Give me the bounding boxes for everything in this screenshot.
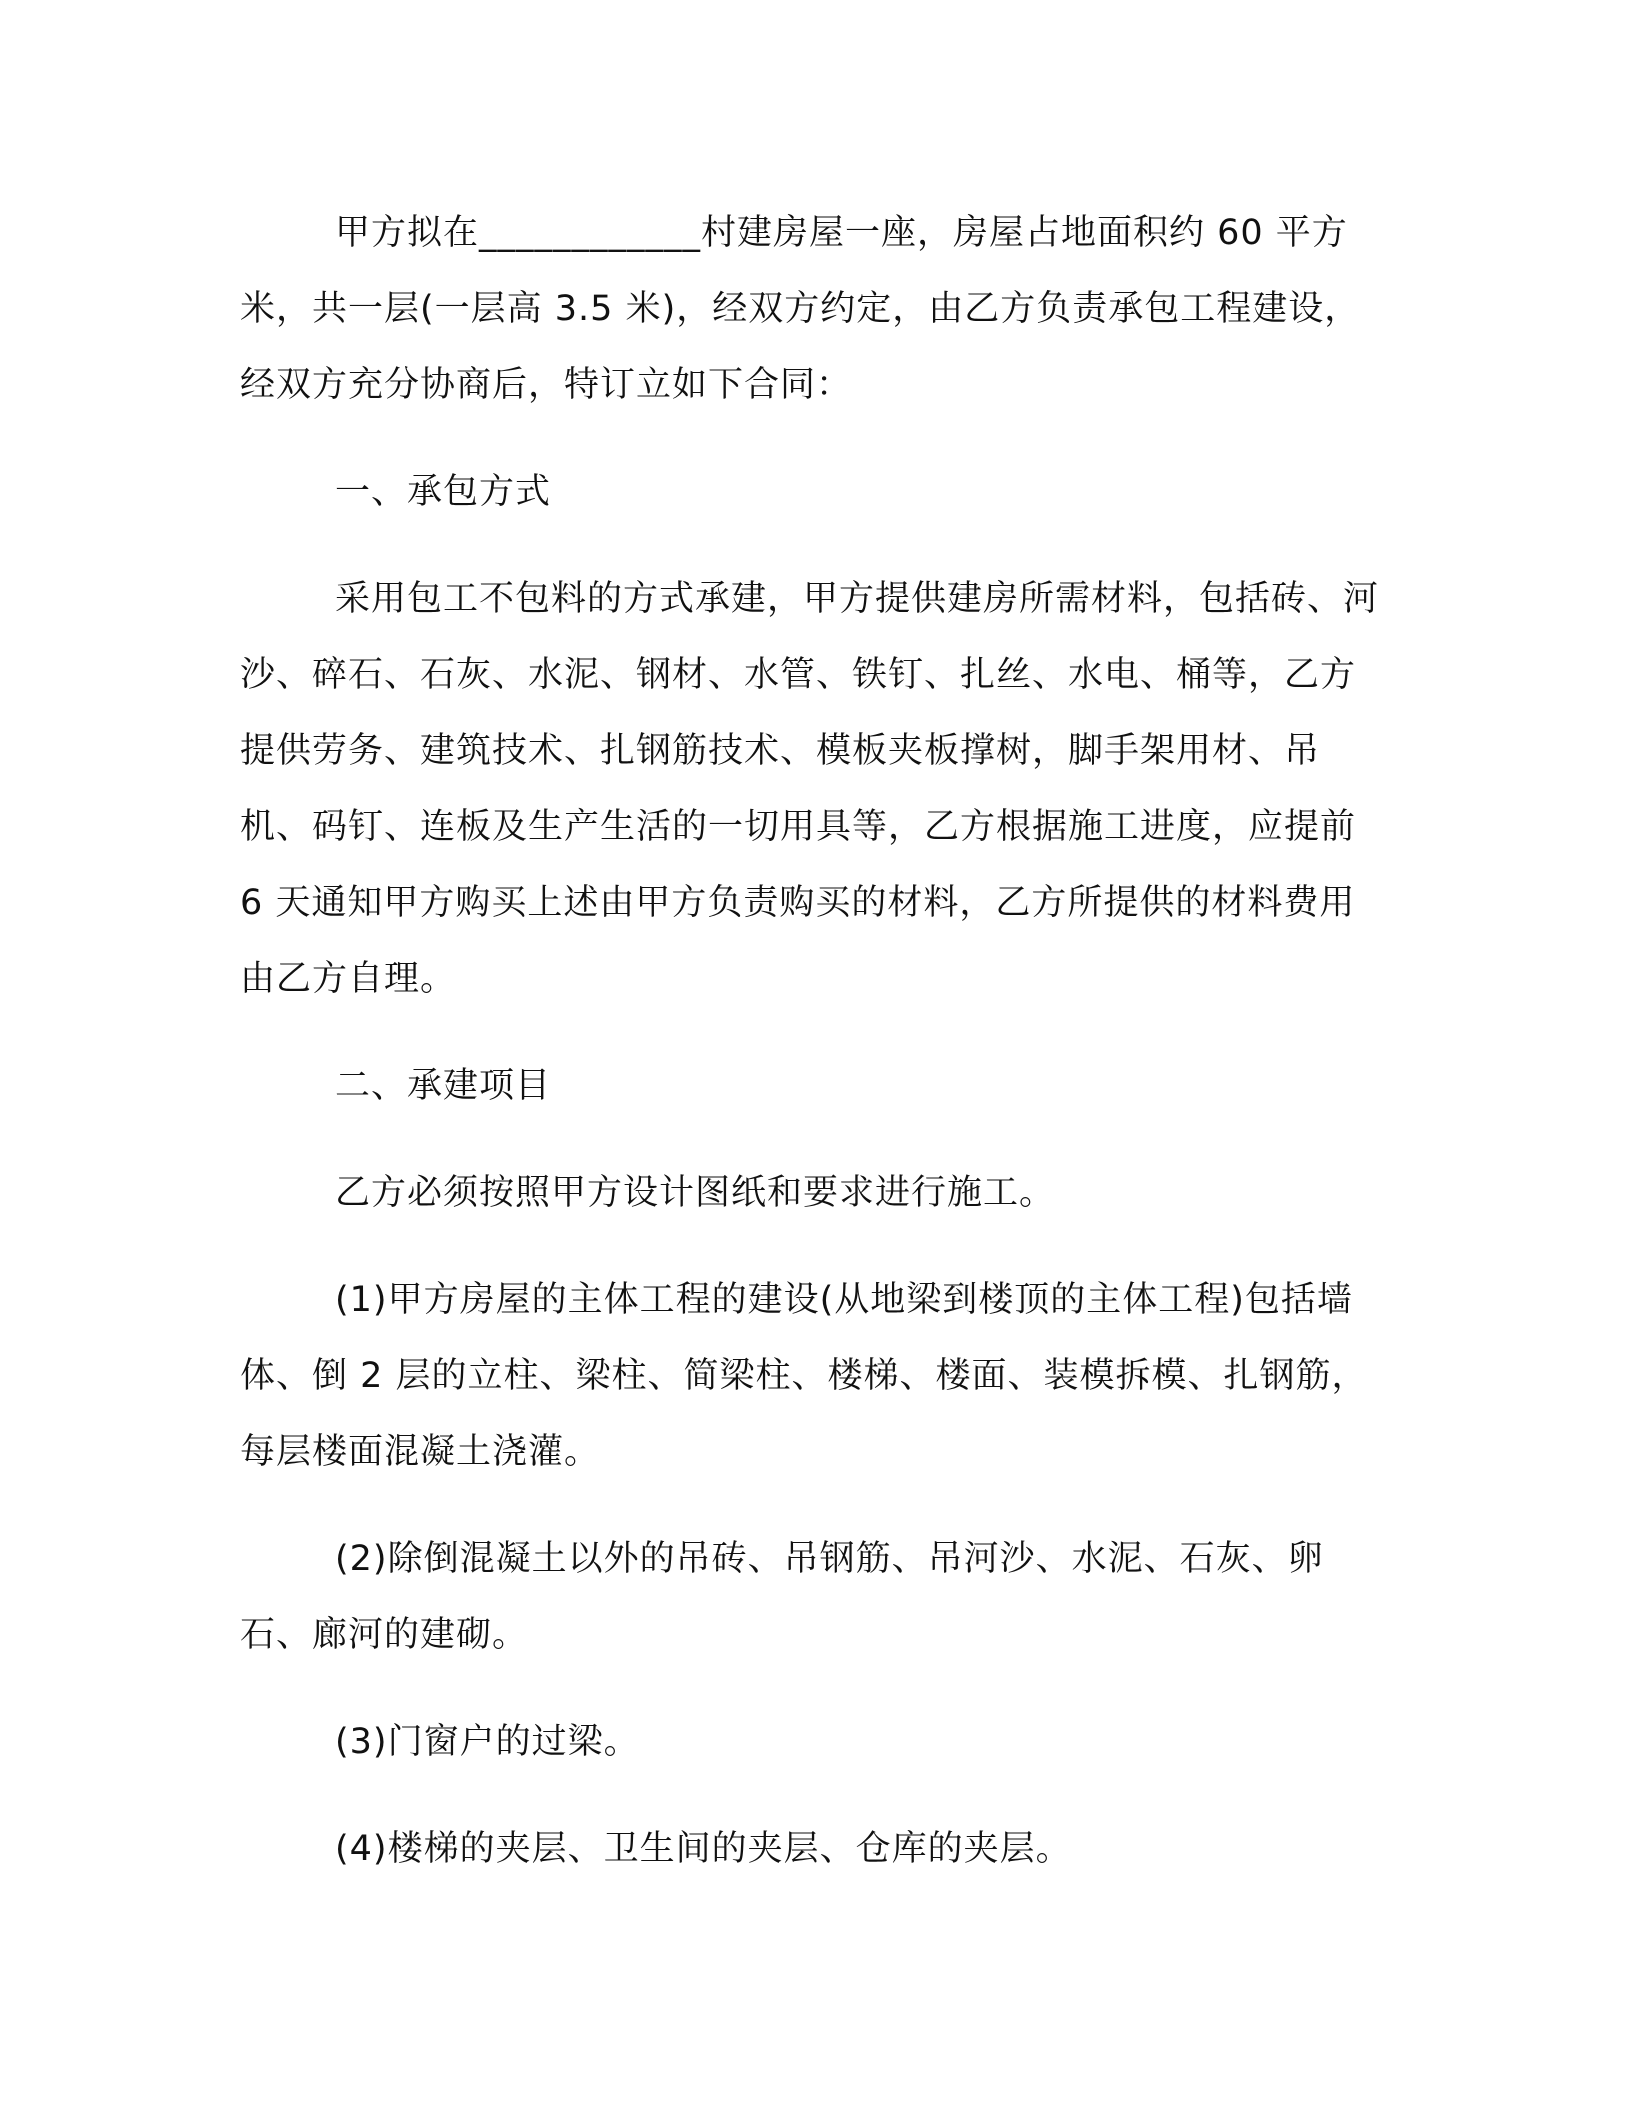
spacer xyxy=(240,1017,1390,1048)
section-1-heading: 一、承包方式 xyxy=(335,472,552,512)
list-item-4: (4)楼梯的夹层、卫生间的夹层、仓库的夹层。 xyxy=(335,1829,1072,1869)
spacer xyxy=(240,530,1390,561)
spacer xyxy=(240,1490,1390,1521)
spacer xyxy=(240,423,1390,454)
list-item-3: (3)门窗户的过梁。 xyxy=(335,1722,640,1762)
list-item-2: (2)除倒混凝土以外的吊砖、吊钢筋、吊河沙、水泥、石灰、卵石、廊河的建砌。 xyxy=(240,1539,1324,1655)
spacer xyxy=(240,1673,1390,1704)
document-body xyxy=(240,195,1390,1887)
list-item-1: (1)甲方房屋的主体工程的建设(从地梁到楼顶的主体工程)包括墙体、倒 2 层的立柱、梁柱、简梁柱、楼梯、楼面、装模拆模、扎钢筋，每层楼面混凝土浇灌。 xyxy=(240,1280,1368,1472)
section-2-intro: 乙方必须按照甲方设计图纸和要求进行施工。 xyxy=(335,1173,1056,1213)
section-2-heading: 二、承建项目 xyxy=(335,1066,552,1106)
intro-paragraph: 甲方拟在____________村建房屋一座，房屋占地面积约 60 平方米，共一层(一层高 3.5 米)，经双方约定，由乙方负责承包工程建设，经双方充分协商后，特订立如下合同： xyxy=(240,213,1361,405)
section-1-paragraph: 采用包工不包料的方式承建，甲方提供建房所需材料，包括砖、河沙、碎石、石灰、水泥、钢材、水管、铁钉、扎丝、水电、桶等，乙方提供劳务、建筑技术、扎钢筋技术、模板夹板撑树，脚手架用材、吊机、码钉、连板及生产生活的一切用具等，乙方根据施工进度，应提前 6 天通知甲方购买上述由甲方负责购买的材料，乙方所提供的材料费用由乙方自理。 xyxy=(240,579,1380,999)
spacer xyxy=(240,1231,1390,1262)
spacer xyxy=(240,1124,1390,1155)
spacer xyxy=(240,1780,1390,1811)
